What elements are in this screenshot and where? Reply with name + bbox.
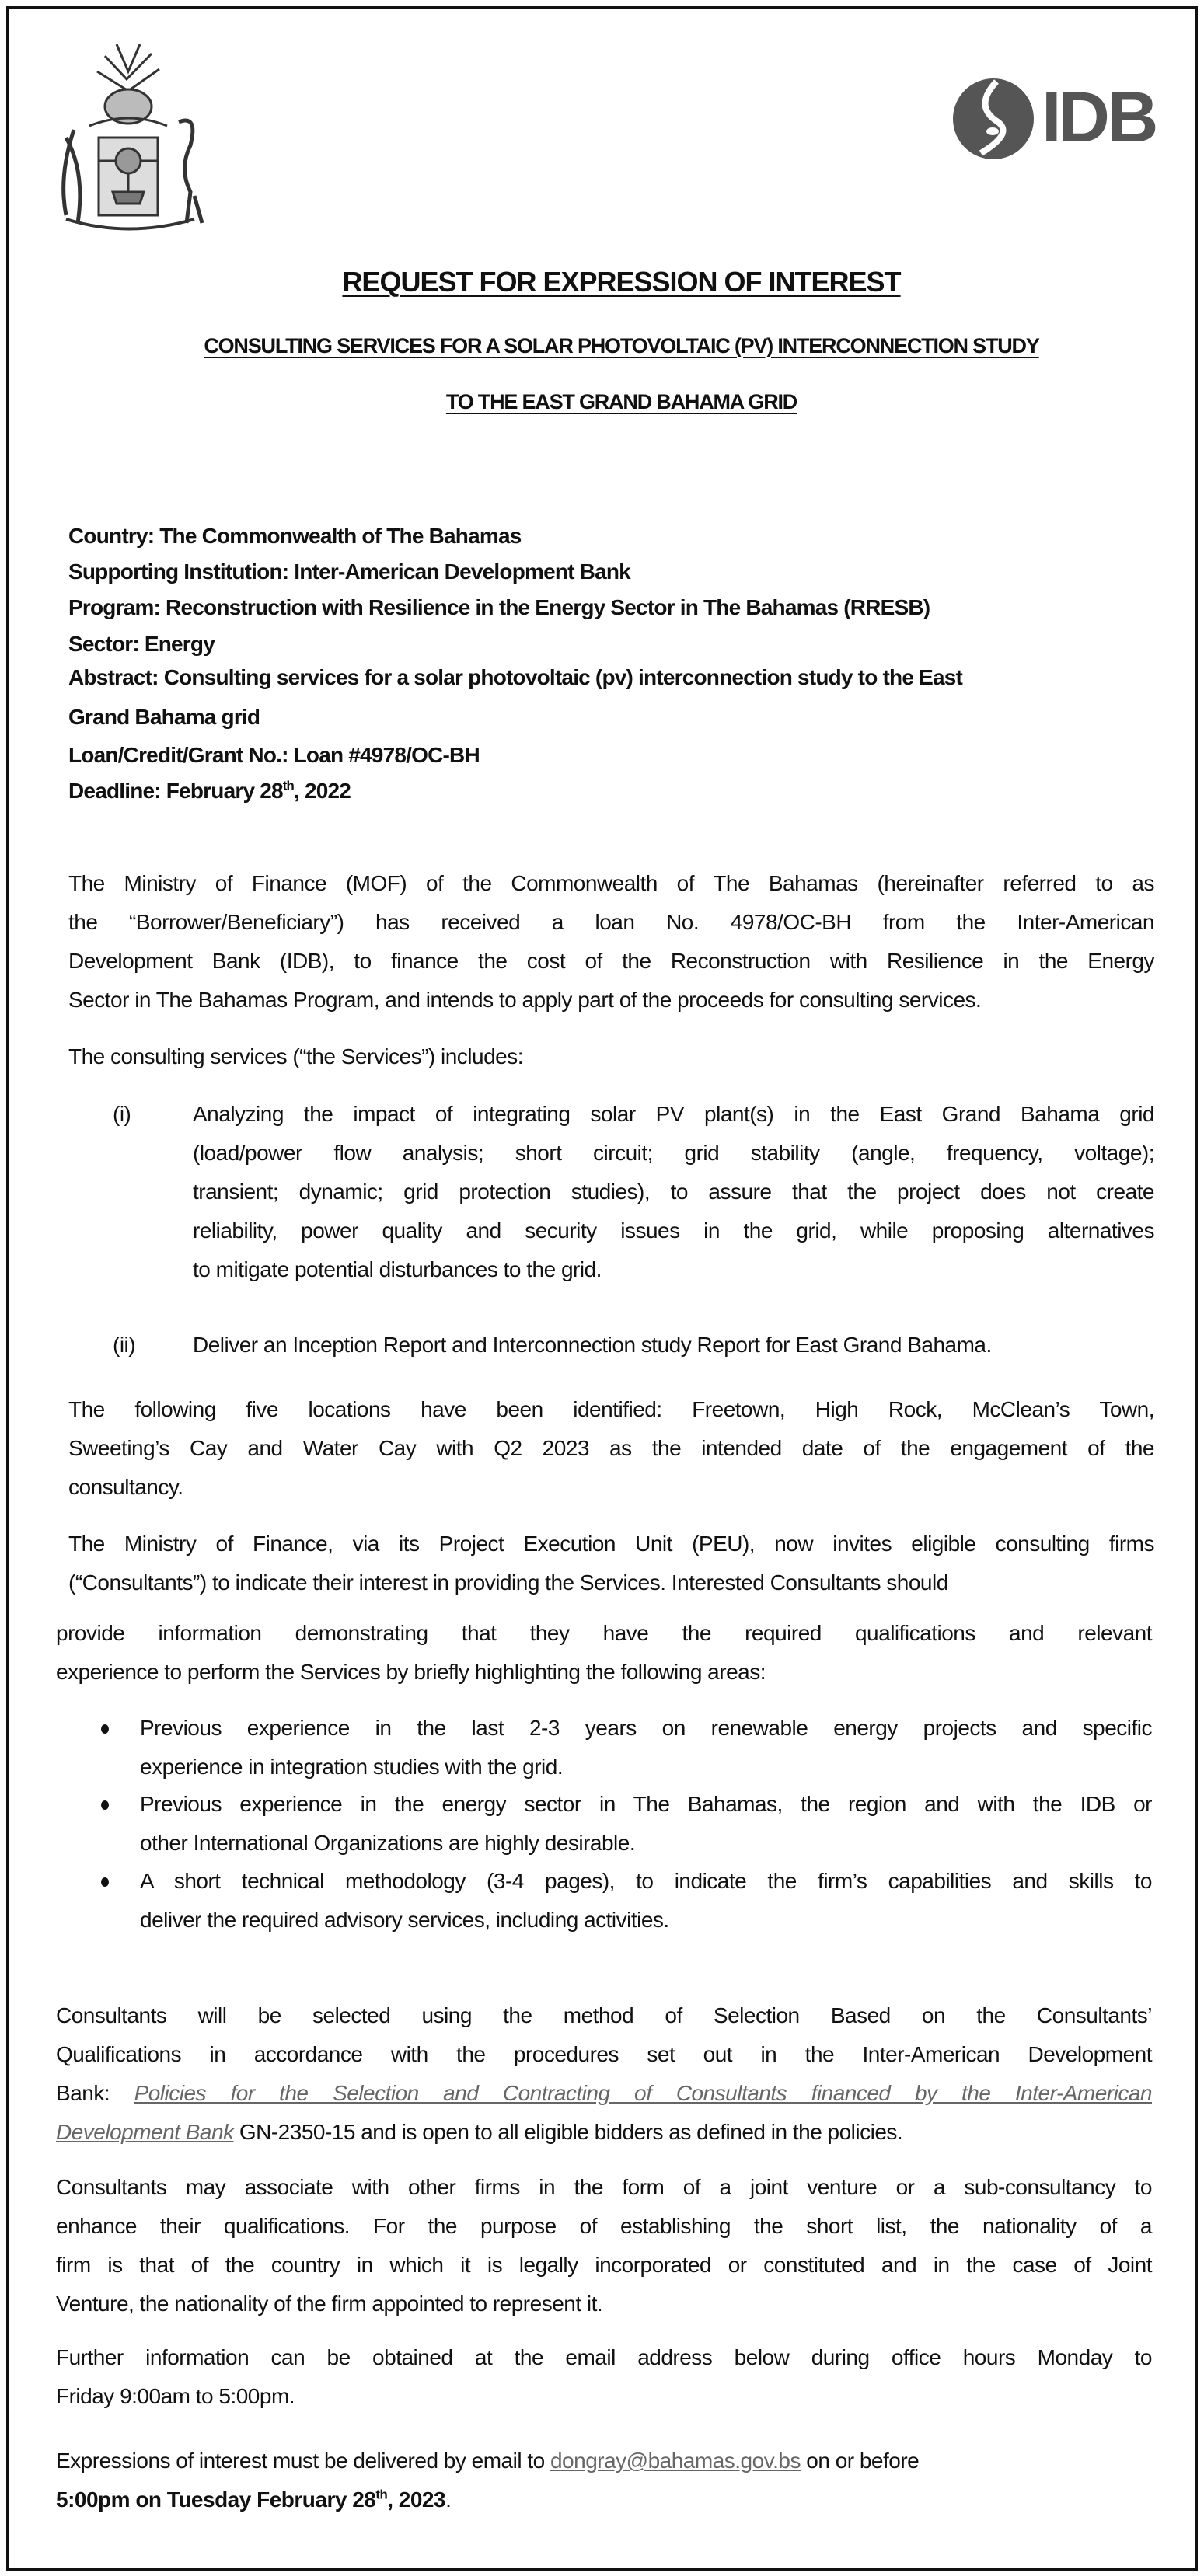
paragraph [56, 2338, 1152, 2416]
paragraph [56, 2168, 1152, 2323]
paragraph-line: firm is that of the country in which it is legally incorporated or constituted and in the case of Joint [56, 2253, 1152, 2277]
info-loan: Loan/Credit/Grant No.: Loan #4978/OC-BH [68, 743, 480, 767]
paragraph-line: experience to perform the Services by briefly highlighting the following areas: [56, 1660, 766, 1684]
document-title: REQUEST FOR EXPRESSION OF INTEREST [342, 266, 901, 298]
paragraph-text: Expressions of interest must be delivered by email to [56, 2449, 550, 2473]
info-deadline: Deadline: February 28th, 2022 [68, 778, 351, 803]
info-country: Country: The Commonwealth of The Bahamas [68, 524, 522, 548]
paragraph-line: Development Bank (IDB), to finance the cost of the Reconstruction with Resilience in the Energy [68, 949, 1154, 973]
paragraph-text: on or before [800, 2449, 920, 2473]
bullet-item [140, 1709, 1152, 1786]
paragraph-line: Previous experience in the last 2-3 years on renewable energy projects and specific [140, 1716, 1152, 1740]
info-abstract-cont: Grand Bahama grid [68, 705, 260, 729]
paragraph-line: Sector in The Bahamas Program, and intends to apply part of the proceeds for consulting services. [68, 988, 982, 1012]
selection-paragraph [56, 1996, 1152, 2152]
info-institution: Supporting Institution: Inter-American Development Bank [68, 559, 630, 584]
paragraph-line: Venture, the nationality of the firm appointed to represent it. [56, 2292, 603, 2316]
numbered-item [113, 1095, 1154, 1289]
bullet-icon [101, 1724, 109, 1734]
bullet-icon [101, 1877, 109, 1887]
paragraph [68, 864, 1154, 1020]
paragraph-line: Deliver an Inception Report and Interconnection study Report for East Grand Bahama. [193, 1333, 992, 1357]
submission-paragraph: Expressions of interest must be delivered by email to dongray@bahamas.gov.bs on or before 5:00pm on Tuesday February 28th, 2023. [56, 2449, 920, 2512]
paragraph-line: consultancy. [68, 1475, 183, 1499]
policies-link[interactable]: Policies for the Selection and Contracting of Consultants financed by the Inter-American [134, 2081, 1152, 2105]
numbered-item [113, 1326, 1154, 1365]
item-marker: (i) [113, 1102, 131, 1126]
paragraph-line: Qualifications in accordance with the procedures set out in the Inter-American Development [56, 2042, 1152, 2066]
paragraph-line: The consulting services (“the Services”) includes: [68, 1044, 524, 1068]
email-link[interactable]: dongray@bahamas.gov.bs [550, 2449, 801, 2473]
paragraph-line: (load/power flow analysis; short circuit; grid stability (angle, frequency, voltage); [193, 1141, 1154, 1165]
paragraph-line: The following five locations have been identified: Freetown, High Rock, McClean’s Town, [68, 1397, 1154, 1421]
submission-deadline: 5:00pm on Tuesday February 28th, 2023 [56, 2487, 446, 2512]
paragraph-line: Friday 9:00am to 5:00pm. [56, 2384, 295, 2408]
idb-logo [950, 75, 1175, 162]
paragraph-line: other International Organizations are highly desirable. [140, 1831, 636, 1855]
policies-link-cont[interactable]: Development Bank [56, 2120, 234, 2144]
paragraph-line: transient; dynamic; grid protection studies), to assure that the project does not create [193, 1180, 1154, 1204]
info-program: Program: Reconstruction with Resilience in the Energy Sector in The Bahamas (RRESB) [68, 595, 930, 619]
paragraph [68, 1037, 1154, 1076]
paragraph [68, 1525, 1154, 1602]
item-marker: (ii) [113, 1333, 136, 1357]
paragraph-line: Analyzing the impact of integrating solar PV plant(s) in the East Grand Bahama grid [193, 1102, 1154, 1126]
document-subtitle: CONSULTING SERVICES FOR A SOLAR PHOTOVOLTAIC (PV) INTERCONNECTION STUDY [204, 334, 1039, 357]
idb-globe-icon [950, 75, 1037, 162]
paragraph-line: enhance their qualifications. For the purpose of establishing the short list, the nationality of a [56, 2214, 1152, 2238]
paragraph-line: A short technical methodology (3-4 pages), to indicate the firm’s capabilities and skills to [140, 1869, 1152, 1893]
info-abstract: Abstract: Consulting services for a solar photovoltaic (pv) interconnection study to the East [68, 665, 963, 689]
paragraph-line: experience in integration studies with the grid. [140, 1755, 564, 1779]
paragraph-line: Consultants may associate with other firms in the form of a joint venture or a sub-consultancy to [56, 2175, 1152, 2199]
paragraph-line: Further information can be obtained at the email address below during office hours Monday to [56, 2345, 1152, 2369]
bullet-icon [101, 1800, 109, 1810]
paragraph-line: The Ministry of Finance (MOF) of the Commonwealth of The Bahamas (hereinafter referred to as [68, 871, 1154, 895]
paragraph-text: Bank: [56, 2081, 134, 2105]
paragraph-line: the “Borrower/Beneficiary”) has received a loan No. 4978/OC-BH from the Inter-American [68, 910, 1154, 934]
bullet-item [140, 1785, 1152, 1863]
paragraph [56, 1614, 1152, 1692]
paragraph [68, 1390, 1154, 1507]
paragraph-line: (“Consultants”) to indicate their interest in providing the Services. Interested Consultants should [68, 1570, 948, 1595]
paragraph-line: deliver the required advisory services, including activities. [140, 1908, 669, 1932]
bahamas-coat-of-arms-logo [43, 37, 215, 231]
paragraph-line: The Ministry of Finance, via its Project Execution Unit (PEU), now invites eligible consulting firms [68, 1532, 1154, 1556]
idb-logo-text: IDB [1042, 78, 1156, 157]
paragraph-line: Previous experience in the energy sector in The Bahamas, the region and with the IDB or [140, 1792, 1152, 1816]
info-sector: Sector: Energy [68, 632, 215, 656]
paragraph-line: Sweeting’s Cay and Water Cay with Q2 2023 as the intended date of the engagement of the [68, 1436, 1154, 1460]
bullet-item [140, 1862, 1152, 1940]
paragraph-line: Consultants will be selected using the method of Selection Based on the Consultants’ [56, 2003, 1152, 2027]
paragraph-line: to mitigate potential disturbances to the grid. [193, 1257, 602, 1281]
paragraph-text: GN-2350-15 and is open to all eligible bidders as defined in the policies. [233, 2120, 903, 2144]
document-subtitle-2: TO THE EAST GRAND BAHAMA GRID [445, 390, 797, 413]
paragraph-line: provide information demonstrating that they have the required qualifications and relevant [56, 1621, 1152, 1645]
paragraph-line: reliability, power quality and security issues in the grid, while proposing alternatives [193, 1218, 1154, 1243]
